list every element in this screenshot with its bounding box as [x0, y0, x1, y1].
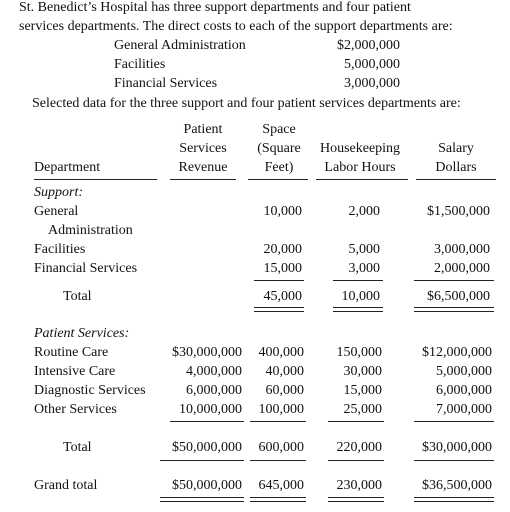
grand-total-revenue: $50,000,000: [172, 478, 242, 493]
support-total-space: 45,000: [263, 289, 302, 304]
patient-row-housekeeping: 15,000: [343, 383, 382, 398]
support-row-dept-cont: Administration: [48, 223, 133, 238]
patient-row-housekeeping: 30,000: [343, 364, 382, 379]
patient-row-salary: 6,000,000: [436, 383, 492, 398]
patient-row-salary: $12,000,000: [422, 345, 492, 360]
patient-row-salary: 7,000,000: [436, 402, 492, 417]
patient-row-space: 100,000: [258, 402, 304, 417]
direct-cost-amount: 5,000,000: [344, 57, 400, 72]
header-underline: [316, 179, 408, 180]
subtotal-rule: [170, 421, 244, 422]
grand-total-space: 645,000: [258, 478, 304, 493]
support-total-housekeeping: 10,000: [341, 289, 380, 304]
header-salary-1: Salary: [438, 141, 474, 156]
intro-line-1: St. Benedict’s Hospital has three support departments and four patient: [19, 0, 411, 15]
grand-total-housekeeping: 230,000: [336, 478, 382, 493]
header-salary-2: Dollars: [435, 160, 477, 175]
patient-row-housekeeping: 25,000: [343, 402, 382, 417]
direct-cost-amount: 3,000,000: [344, 76, 400, 91]
support-row-space: 10,000: [263, 204, 302, 219]
support-row-housekeeping: 5,000: [348, 242, 380, 257]
patient-row-space: 400,000: [258, 345, 304, 360]
support-row-housekeeping: 3,000: [348, 261, 380, 276]
header-revenue-3: Revenue: [178, 160, 228, 175]
intro-line-2: services departments. The direct costs to each of the support departments are:: [19, 19, 453, 34]
header-space-2: (Square: [257, 141, 301, 156]
subtotal-rule: [250, 421, 306, 422]
total-double-rule: [414, 307, 494, 312]
patient-row-dept: Diagnostic Services: [34, 383, 146, 398]
support-row-dept: General: [34, 204, 79, 219]
patient-row-dept: Routine Care: [34, 345, 109, 360]
header-space-1: Space: [262, 122, 296, 137]
header-housekeeping-2: Labor Hours: [324, 160, 396, 175]
grand-total-double-rule: [160, 497, 244, 502]
selected-data-line: Selected data for the three support and four patient services departments are:: [32, 96, 461, 111]
subtotal-rule: [414, 421, 494, 422]
support-section-label: Support:: [34, 185, 83, 200]
grand-total-double-rule: [414, 497, 494, 502]
header-revenue-1: Patient: [183, 122, 223, 137]
header-department: Department: [34, 160, 101, 175]
header-space-3: Feet): [264, 160, 294, 175]
total-rule: [414, 460, 494, 461]
support-row-space: 15,000: [263, 261, 302, 276]
grand-total-salary: $36,500,000: [422, 478, 492, 493]
support-row-dept: Financial Services: [34, 261, 138, 276]
subtotal-rule: [333, 280, 383, 281]
subtotal-rule: [328, 421, 384, 422]
direct-cost-amount: $2,000,000: [337, 38, 400, 53]
support-row-salary: 3,000,000: [434, 242, 490, 257]
patient-row-revenue: $30,000,000: [172, 345, 242, 360]
patient-row-space: 60,000: [265, 383, 304, 398]
support-total-label: Total: [63, 289, 92, 304]
support-row-salary: $1,500,000: [427, 204, 490, 219]
subtotal-rule: [254, 280, 304, 281]
total-double-rule: [254, 307, 304, 312]
support-row-space: 20,000: [263, 242, 302, 257]
subtotal-rule: [414, 280, 494, 281]
patient-row-dept: Intensive Care: [34, 364, 116, 379]
total-rule: [160, 460, 244, 461]
direct-cost-dept: Facilities: [114, 57, 166, 72]
header-underline: [34, 179, 157, 180]
patient-total-label: Total: [63, 440, 92, 455]
patient-row-revenue: 10,000,000: [179, 402, 242, 417]
header-underline: [248, 179, 308, 180]
direct-cost-dept: General Administration: [114, 38, 246, 53]
total-rule: [328, 460, 384, 461]
patient-row-revenue: 6,000,000: [186, 383, 242, 398]
support-row-salary: 2,000,000: [434, 261, 490, 276]
patient-row-dept: Other Services: [34, 402, 117, 417]
grand-total-double-rule: [250, 497, 306, 502]
header-revenue-2: Services: [179, 141, 227, 156]
patient-total-space: 600,000: [258, 440, 304, 455]
patient-row-revenue: 4,000,000: [186, 364, 242, 379]
grand-total-label: Grand total: [34, 478, 98, 493]
patient-row-space: 40,000: [265, 364, 304, 379]
grand-total-double-rule: [328, 497, 384, 502]
total-rule: [250, 460, 306, 461]
patient-total-revenue: $50,000,000: [172, 440, 242, 455]
patient-total-housekeeping: 220,000: [336, 440, 382, 455]
patient-total-salary: $30,000,000: [422, 440, 492, 455]
header-housekeeping-1: Housekeeping: [319, 141, 401, 156]
total-double-rule: [333, 307, 383, 312]
support-total-salary: $6,500,000: [427, 289, 490, 304]
header-underline: [416, 179, 496, 180]
direct-cost-dept: Financial Services: [114, 76, 218, 91]
header-underline: [170, 179, 236, 180]
patient-section-label: Patient Services:: [34, 326, 130, 341]
support-row-dept: Facilities: [34, 242, 86, 257]
support-row-housekeeping: 2,000: [348, 204, 380, 219]
patient-row-salary: 5,000,000: [436, 364, 492, 379]
patient-row-housekeeping: 150,000: [336, 345, 382, 360]
